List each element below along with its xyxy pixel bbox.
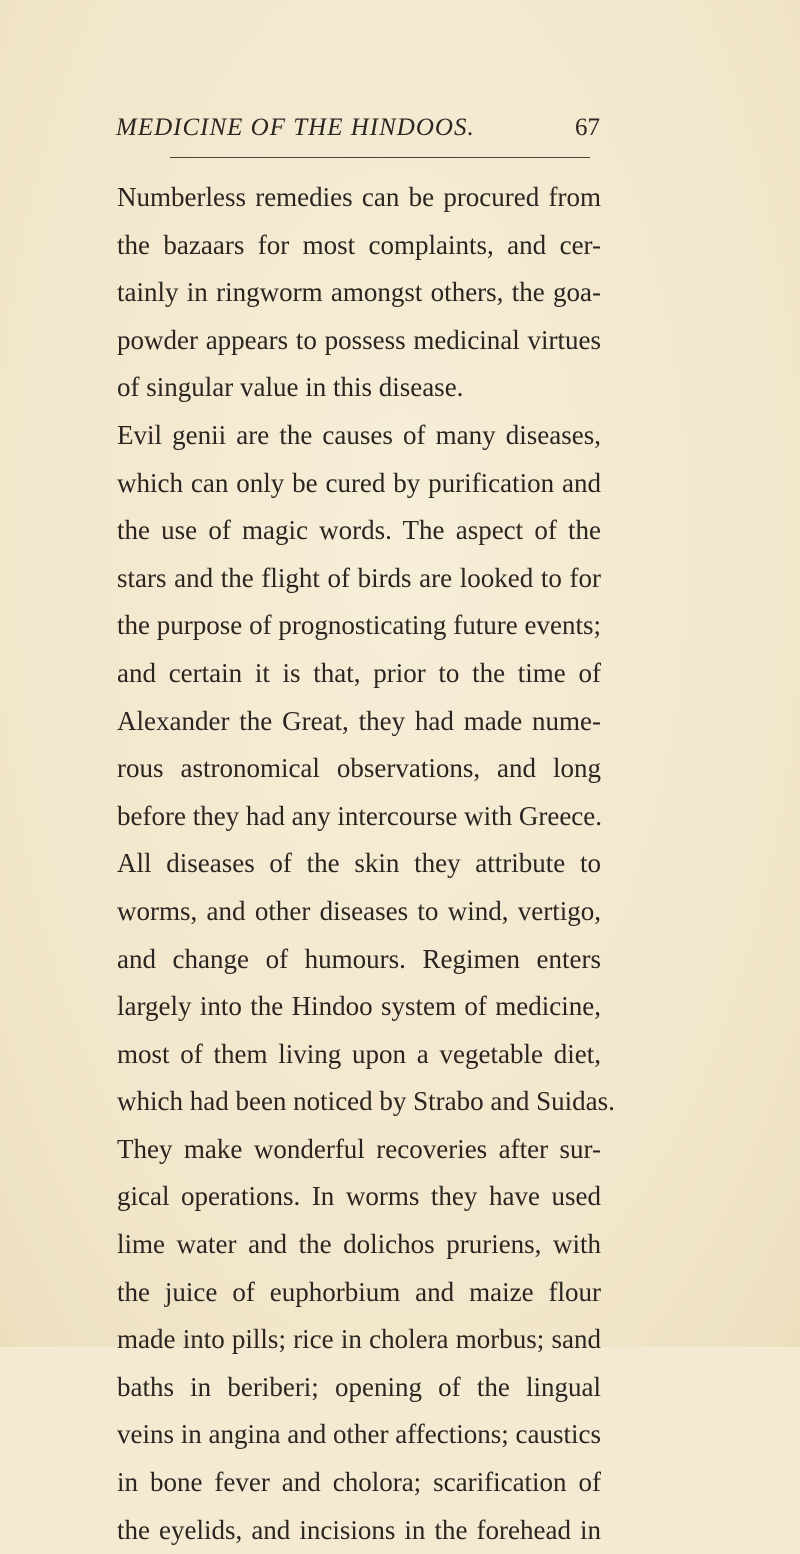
- text-line: and certain it is that, prior to the time of: [117, 657, 601, 688]
- text-line: baths in beriberi; opening of the lingual: [117, 1371, 601, 1402]
- text-line: which can only be cured by purification and: [117, 467, 601, 498]
- text-line: made into pills; rice in cholera morbus; sand: [117, 1324, 601, 1355]
- text-line: worms, and other diseases to wind, vertigo,: [117, 895, 601, 926]
- body-text: [117, 174, 615, 1554]
- text-line: the bazaars for most complaints, and cer-: [117, 229, 601, 260]
- text-line: the use of magic words. The aspect of the: [117, 515, 601, 546]
- text-line: the purpose of prognosticating future events;: [117, 610, 601, 641]
- text-line: gical operations. In worms they have used: [117, 1181, 601, 1212]
- text-line: stars and the flight of birds are looked to for: [117, 562, 601, 593]
- text-line: the juice of euphorbium and maize flour: [117, 1276, 601, 1307]
- text-line: which had been noticed by Strabo and Suidas.: [117, 1086, 615, 1117]
- text-line: rous astronomical observations, and long: [117, 753, 601, 784]
- running-title: MEDICINE OF THE HINDOOS.: [116, 114, 475, 141]
- text-line: largely into the Hindoo system of medicine,: [117, 991, 601, 1022]
- text-line: Evil genii are the causes of many diseases,: [117, 419, 601, 450]
- header-rule: [170, 157, 590, 158]
- text-line: the eyelids, and incisions in the forehead in: [117, 1514, 601, 1545]
- text-line: All diseases of the skin they attribute to: [117, 848, 601, 879]
- text-line: Alexander the Great, they had made nume-: [117, 705, 601, 736]
- text-line: and change of humours. Regimen enters: [117, 943, 601, 974]
- text-line: before they had any intercourse with Greece.: [117, 800, 603, 831]
- text-line: powder appears to possess medicinal virtues: [117, 324, 601, 355]
- text-line: tainly in ringworm amongst others, the goa-: [117, 277, 601, 308]
- text-line: most of them living upon a vegetable diet,: [117, 1038, 601, 1069]
- text-line: They make wonderful recoveries after sur-: [117, 1133, 601, 1164]
- text-line: lime water and the dolichos pruriens, with: [117, 1229, 601, 1260]
- text-line: in bone fever and cholora; scarification of: [117, 1467, 601, 1498]
- running-head: [116, 114, 600, 148]
- text-line: of singular value in this disease.: [117, 372, 464, 403]
- page-number: 67: [575, 114, 600, 141]
- text-line: veins in angina and other affections; caustics: [117, 1419, 601, 1450]
- text-line: Numberless remedies can be procured from: [117, 182, 601, 212]
